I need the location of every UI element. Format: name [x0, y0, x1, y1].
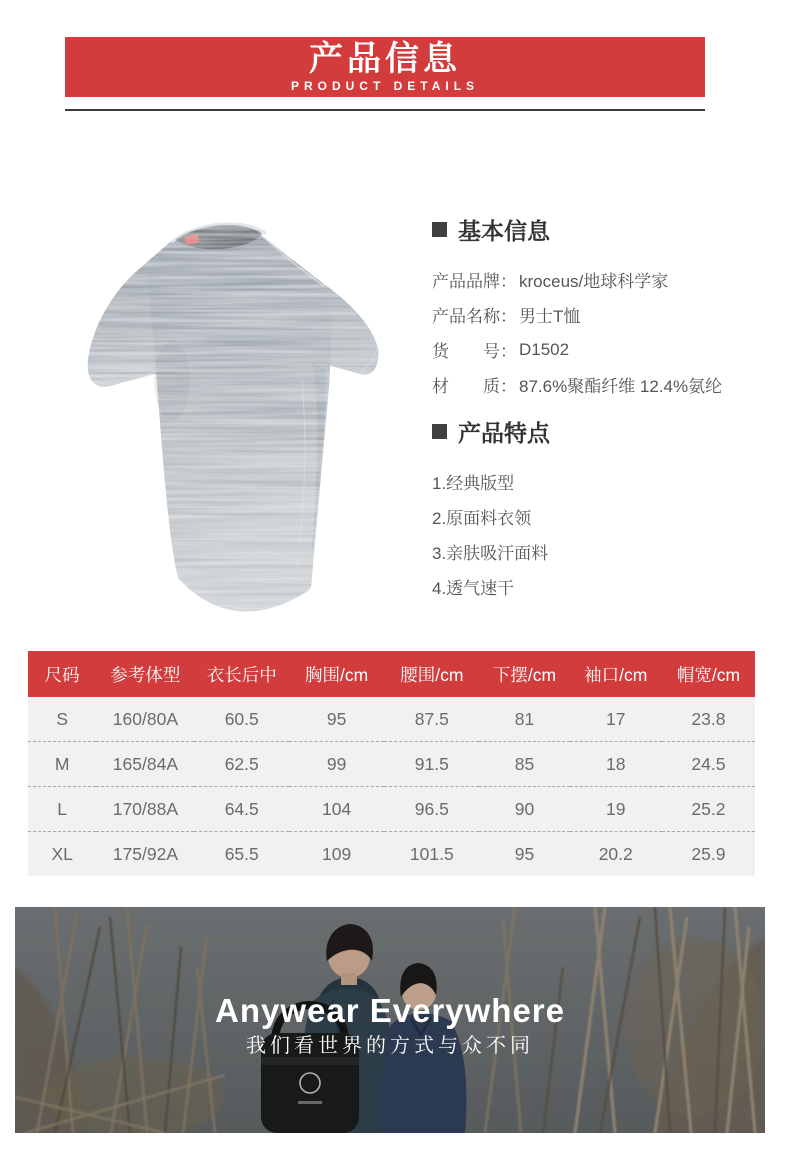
info-value: D1502: [519, 339, 570, 359]
size-cell: 160/80A: [96, 697, 194, 742]
square-bullet-icon: [432, 424, 447, 439]
size-row-xl: [28, 832, 755, 877]
size-cell: 25.9: [662, 832, 755, 877]
basic-info-section: [432, 196, 780, 402]
square-bullet-icon: [432, 222, 447, 237]
size-row-s: [28, 697, 755, 742]
info-label: 产品名称：: [432, 307, 517, 327]
size-cell: 65.5: [194, 832, 289, 877]
size-cell: 25.2: [662, 787, 755, 832]
size-cell: 95: [479, 832, 569, 877]
size-cell: 99: [289, 742, 384, 787]
product-photo-tshirt: [30, 180, 410, 630]
basic-info-title-text: 基本信息: [458, 217, 550, 244]
header-divider-line: [65, 109, 705, 111]
info-row-material: [432, 367, 780, 402]
info-label: 产品品牌：: [432, 272, 517, 292]
feature-item: 1.经典版型: [432, 474, 515, 494]
basic-info-title: [432, 215, 780, 243]
hero-sub-slogan: 我们看世界的方式与众不同: [246, 1035, 534, 1057]
size-cell: 165/84A: [96, 742, 194, 787]
info-row-product-name: [432, 297, 780, 332]
size-cell: M: [28, 742, 96, 787]
size-cell: 87.5: [384, 697, 479, 742]
size-cell: 85: [479, 742, 569, 787]
col-header-cuff: 袖口/cm: [570, 651, 662, 697]
product-features-title-text: 产品特点: [458, 419, 550, 446]
hero-text-overlay: [15, 907, 765, 1133]
product-info-banner: [65, 37, 705, 97]
size-cell: S: [28, 697, 96, 742]
tshirt-illustration: [30, 180, 410, 630]
size-cell: 20.2: [570, 832, 662, 877]
size-cell: 91.5: [384, 742, 479, 787]
size-cell: L: [28, 787, 96, 832]
info-value: 男士T恤: [519, 307, 581, 327]
hero-slogan: Anywear Everywhere: [214, 992, 565, 1029]
basic-info-rows: [432, 262, 780, 402]
size-cell: 96.5: [384, 787, 479, 832]
feature-item: 3.亲肤吸汗面料: [432, 544, 549, 564]
col-header-reference-body: 参考体型: [96, 651, 194, 697]
col-header-back-length: 衣长后中: [194, 651, 289, 697]
banner-title: 产品信息: [309, 40, 461, 78]
size-cell: 109: [289, 832, 384, 877]
size-cell: 64.5: [194, 787, 289, 832]
info-value: 87.6%聚酯纤维 12.4%氨纶: [519, 377, 723, 397]
size-cell: 24.5: [662, 742, 755, 787]
size-cell: 23.8: [662, 697, 755, 742]
size-chart-table: [28, 651, 755, 876]
info-label: 材 质：: [432, 377, 517, 397]
size-cell: 175/92A: [96, 832, 194, 877]
col-header-chest: 胸围/cm: [289, 651, 384, 697]
info-row-brand: [432, 262, 780, 297]
col-header-size: 尺码: [28, 651, 96, 697]
banner-subtitle: PRODUCT DETAILS: [290, 79, 480, 93]
size-cell: 170/88A: [96, 787, 194, 832]
size-cell: 90: [479, 787, 569, 832]
size-cell: 60.5: [194, 697, 289, 742]
feature-item: 2.原面料衣领: [432, 509, 532, 529]
size-table-header-row: [28, 651, 755, 697]
size-cell: 17: [570, 697, 662, 742]
size-cell: 95: [289, 697, 384, 742]
feature-list: [432, 464, 780, 604]
size-cell: 81: [479, 697, 569, 742]
col-header-cap-width: 帽宽/cm: [662, 651, 755, 697]
product-features-title: [432, 417, 780, 445]
size-cell: 19: [570, 787, 662, 832]
col-header-waist: 腰围/cm: [384, 651, 479, 697]
size-cell: 62.5: [194, 742, 289, 787]
info-label: 货 号：: [432, 342, 517, 362]
size-row-m: [28, 742, 755, 787]
feature-item: 4.透气速干: [432, 579, 515, 599]
info-value: kroceus/地球科学家: [519, 272, 669, 292]
info-row-item-number: [432, 332, 780, 367]
lifestyle-hero-photo: [15, 907, 765, 1133]
size-cell: 18: [570, 742, 662, 787]
size-cell: XL: [28, 832, 96, 877]
size-cell: 101.5: [384, 832, 479, 877]
size-cell: 104: [289, 787, 384, 832]
size-row-l: [28, 787, 755, 832]
col-header-hem: 下摆/cm: [479, 651, 569, 697]
product-features-section: [432, 398, 780, 604]
